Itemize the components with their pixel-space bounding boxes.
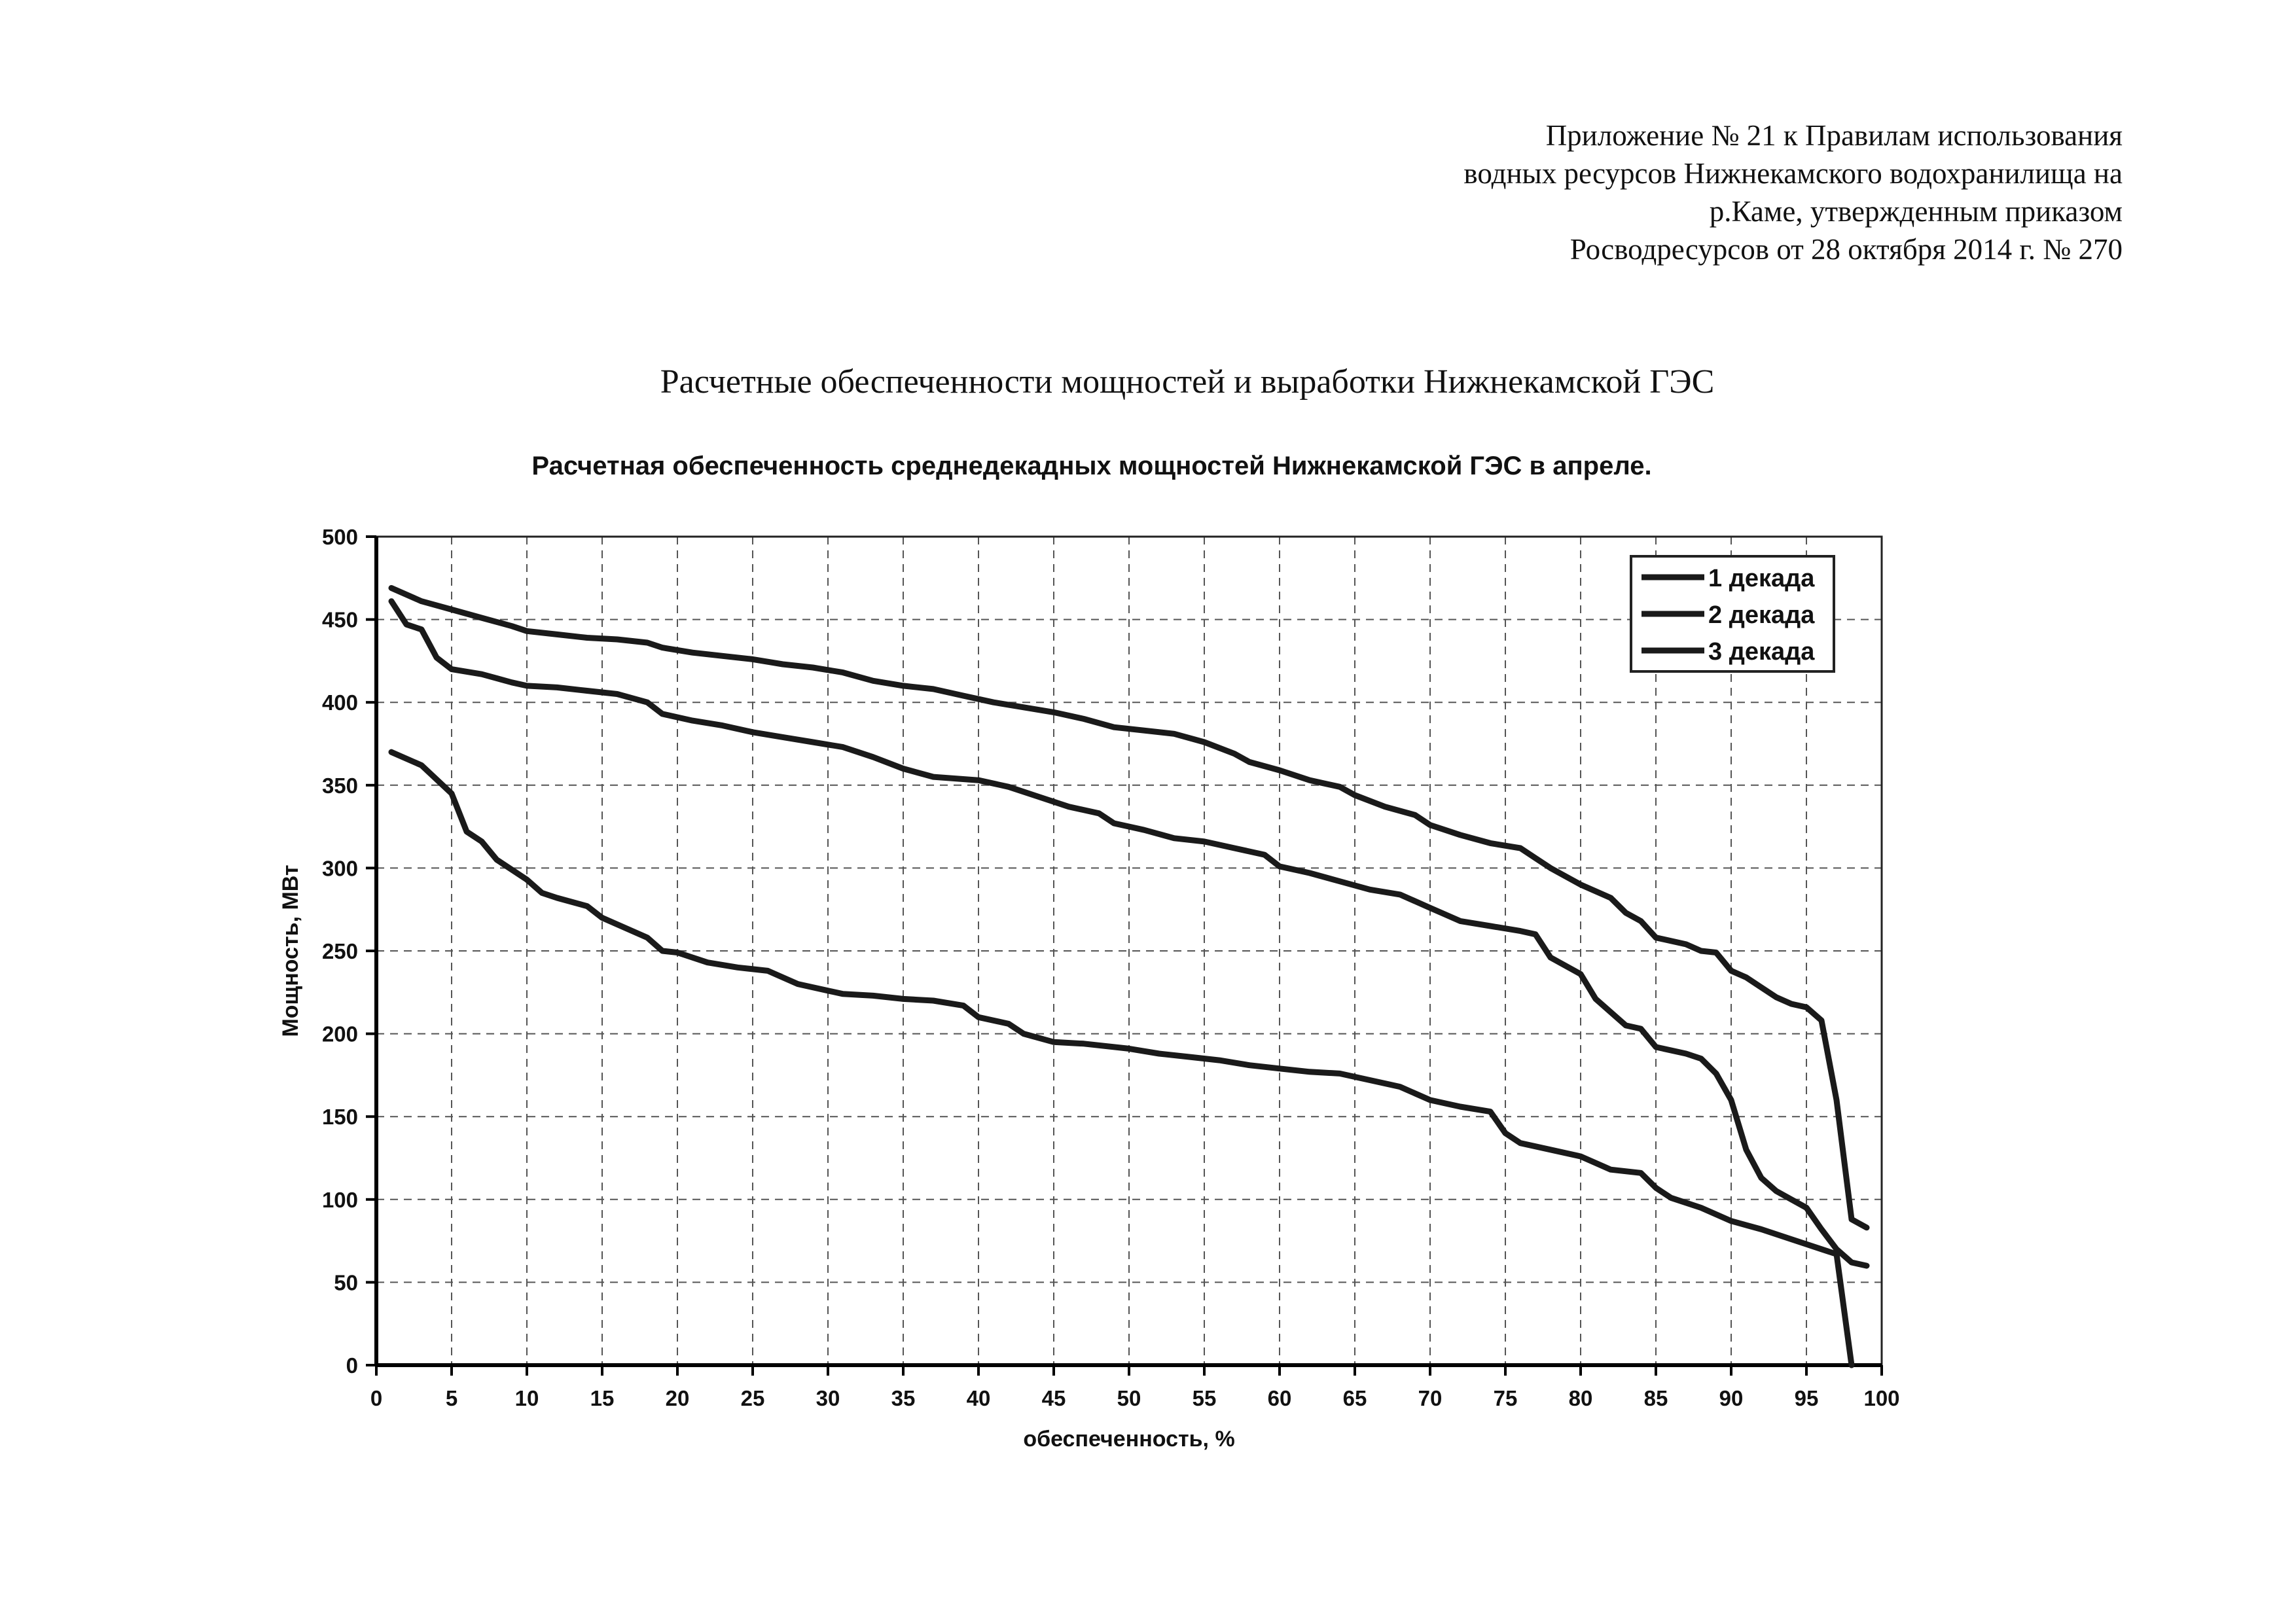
y-tick-label: 0 (346, 1353, 358, 1378)
y-tick-label: 150 (321, 1105, 358, 1130)
series-line-2 (391, 601, 1867, 1266)
appendix-line-3: р.Каме, утвержденным приказом (1709, 195, 2123, 228)
x-tick-label: 60 (1267, 1386, 1292, 1410)
x-tick-label: 75 (1493, 1386, 1518, 1410)
y-tick-label: 250 (321, 939, 358, 963)
x-tick-label: 65 (1342, 1386, 1367, 1410)
y-axis-ticks (322, 525, 376, 1378)
x-tick-label: 70 (1418, 1386, 1443, 1410)
x-axis-label: обеспеченность, % (1023, 1427, 1235, 1452)
x-tick-label: 50 (1117, 1386, 1141, 1410)
y-tick-label: 500 (321, 525, 358, 549)
appendix-line-1: Приложение № 21 к Правилам использования (1545, 119, 2123, 152)
series-line-1 (391, 752, 1852, 1365)
x-tick-label: 90 (1719, 1386, 1744, 1410)
x-tick-label: 80 (1568, 1386, 1593, 1410)
legend (1631, 556, 1834, 671)
appendix-line-4: Росводресурсов от 28 октября 2014 г. № 270 (1570, 233, 2123, 266)
y-tick-label: 450 (321, 607, 358, 632)
y-tick-label: 100 (321, 1187, 358, 1212)
x-tick-label: 55 (1192, 1386, 1217, 1410)
y-tick-label: 200 (321, 1022, 358, 1046)
x-tick-label: 25 (740, 1386, 765, 1410)
y-tick-label: 400 (321, 690, 358, 715)
x-axis-ticks (370, 1365, 1900, 1410)
chart-title: Расчетная обеспеченность среднедекадных мощностей Нижнекамской ГЭС в апреле. (531, 452, 1652, 480)
x-tick-label: 100 (1863, 1386, 1900, 1410)
x-tick-label: 5 (445, 1386, 458, 1410)
x-tick-label: 35 (891, 1386, 916, 1410)
x-tick-label: 85 (1643, 1386, 1668, 1410)
x-tick-label: 10 (514, 1386, 539, 1410)
y-tick-label: 50 (334, 1270, 358, 1295)
legend-label: 2 декада (1708, 601, 1815, 629)
x-tick-label: 20 (665, 1386, 690, 1410)
y-tick-label: 350 (321, 773, 358, 798)
document-title: Расчетные обеспеченности мощностей и выработки Нижнекамской ГЭС (660, 363, 1715, 401)
x-tick-label: 0 (370, 1386, 383, 1410)
x-tick-label: 45 (1041, 1386, 1066, 1410)
x-tick-label: 40 (966, 1386, 991, 1410)
x-tick-label: 95 (1794, 1386, 1819, 1410)
x-tick-label: 15 (590, 1386, 615, 1410)
legend-label: 1 декада (1708, 565, 1815, 592)
y-axis-label: Мощность, МВт (278, 865, 303, 1037)
legend-label: 3 декада (1708, 638, 1815, 666)
x-tick-label: 30 (816, 1386, 840, 1410)
appendix-line-2: водных ресурсов Нижнекамского водохранилища на (1463, 157, 2123, 190)
y-tick-label: 300 (321, 856, 358, 881)
